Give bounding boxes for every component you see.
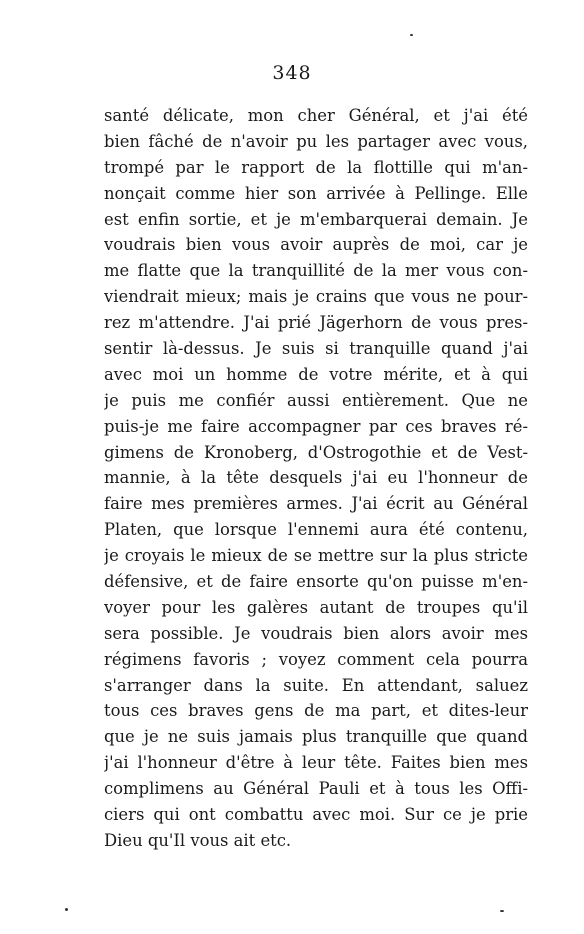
ink-speck: [65, 908, 68, 911]
text-line: défensive, et de faire ensorte qu'on puisse m'en-: [104, 572, 528, 592]
page-number: 348: [272, 62, 312, 84]
text-line: puis-je me faire accompagner par ces braves ré-: [104, 416, 528, 436]
text-line: santé délicate, mon cher Général, et j'ai été: [104, 106, 528, 125]
text-line: faire mes premières armes. J'ai écrit au Général: [104, 494, 528, 514]
text-line-last: Dieu qu'Il vous ait etc.: [104, 830, 292, 850]
text-line: voyer pour les galères autant de troupes qu'il: [104, 597, 528, 617]
text-line: régimens favoris ; voyez comment cela pourra: [104, 649, 528, 669]
ink-speck: [500, 910, 504, 912]
text-line: ciers qui ont combattu avec moi. Sur ce je prie: [104, 805, 528, 825]
body-text: [104, 103, 528, 854]
text-line: que je ne suis jamais plus tranquille que quand: [104, 727, 528, 747]
text-line: rez m'attendre. J'ai prié Jägerhorn de vous pres-: [104, 313, 528, 333]
text-line: trompé par le rapport de la flottille qui m'an-: [104, 157, 528, 177]
text-line: me flatte que la tranquillité de la mer vous con-: [104, 261, 528, 281]
ink-speck: [410, 34, 413, 36]
text-line: sentir là-dessus. Je suis si tranquille quand j'ai: [104, 339, 528, 359]
text-line: je puis me confiér aussi entièrement. Que ne: [104, 390, 528, 410]
text-line: je croyais le mieux de se mettre sur la plus stricte: [104, 546, 528, 566]
text-line: avec moi un homme de votre mérite, et à qui: [104, 364, 528, 384]
text-line: j'ai l'honneur d'être à leur tête. Faites bien mes: [104, 753, 528, 773]
text-line: tous ces braves gens de ma part, et dites-leur: [104, 701, 528, 721]
text-line: sera possible. Je voudrais bien alors avoir mes: [104, 623, 528, 643]
text-line: mannie, à la tête desquels j'ai eu l'honneur de: [104, 468, 528, 488]
text-line: nonçait comme hier son arrivée à Pellinge. Elle: [104, 183, 528, 203]
text-line: s'arranger dans la suite. En attendant, saluez: [104, 675, 528, 695]
text-line: Platen, que lorsque l'ennemi aura été contenu,: [104, 520, 528, 540]
text-line: voudrais bien vous avoir auprès de moi, car je: [104, 235, 528, 255]
text-line: est enfin sortie, et je m'embarquerai demain. Je: [104, 209, 528, 229]
text-line: complimens au Général Pauli et à tous les Offi-: [104, 779, 528, 799]
text-line: bien fâché de n'avoir pu les partager avec vous,: [104, 131, 528, 151]
text-line: viendrait mieux; mais je crains que vous ne pour-: [104, 287, 528, 307]
text-line: gimens de Kronoberg, d'Ostrogothie et de Vest-: [104, 442, 528, 462]
